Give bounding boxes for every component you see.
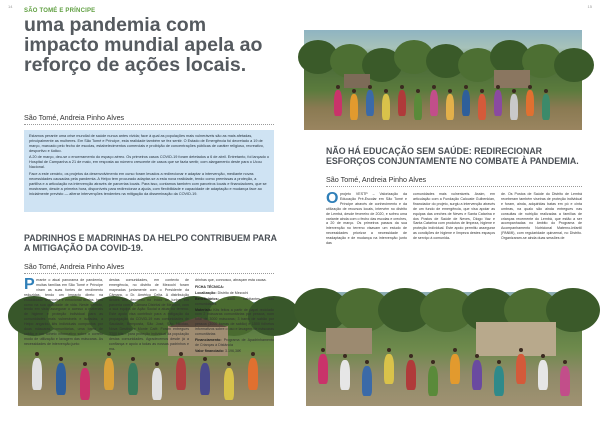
column-text: erante o atual panorama de pandemia, muitas famílias em São Tomé e Príncipe viram as suas fontes de rendimento reduzidas, tendo um impacto direto na estabilidade financeira e emocional destas, bem como na sua qualidade de vida. Neste sentido, tendo em vista assegurar o acesso a materiais de higiene e proteção individual para as comunidades mais vulneráveis e isoladas, a Helpo angariou kits individuais compostos por duas máscaras comunitárias, uma barra de sabão e um folheto informativo sobre o correto modo de utilização e lavagem das máscaras. As necessidades de intervenção junto: [24, 278, 103, 346]
person-head: [352, 89, 356, 93]
person-head: [59, 357, 63, 361]
article-title: uma pandemia com impacto mundial apela ao reforço de ações locais.: [24, 14, 263, 76]
ficha-item: Valor financiado: 3.196,38€: [195, 348, 241, 353]
divider: [24, 124, 274, 125]
person-head: [432, 85, 436, 89]
person-head: [107, 352, 111, 356]
person-head: [336, 85, 340, 89]
person-head: [416, 89, 420, 93]
person-head: [528, 85, 532, 89]
drop-cap: P: [24, 276, 35, 293]
person-head: [480, 89, 484, 93]
person-shape: [406, 360, 416, 390]
person-head: [519, 348, 523, 352]
house-shape: [326, 328, 372, 354]
lead-box: [24, 130, 274, 212]
person-head: [35, 352, 39, 356]
person-shape: [494, 90, 502, 116]
house-shape: [476, 322, 556, 356]
divider: [24, 273, 274, 274]
roof-shape: [168, 317, 228, 327]
person-shape: [472, 360, 482, 390]
article-byline: São Tomé, Andreia Pinho Alves: [24, 113, 125, 122]
person-head: [448, 89, 452, 93]
ficha-item: Financiamento: Programa de Apadrinhamento de Crianças à Distância: [195, 337, 275, 347]
person-shape: [382, 94, 390, 120]
person-shape: [542, 94, 550, 120]
village-photo: [304, 30, 582, 130]
person-head: [409, 354, 413, 358]
person-head: [541, 354, 545, 358]
right-article-title: NÃO HÁ EDUCAÇÃO SEM SAÚDE: REDIRECIONAR ESFORÇOS CONJUNTAMENTE NO COMBATE À PANDEMIA.: [326, 146, 579, 166]
person-head: [475, 354, 479, 358]
person-head: [365, 360, 369, 364]
person-head: [431, 360, 435, 364]
person-head: [227, 362, 231, 366]
person-shape: [462, 90, 470, 116]
column-text: drinhas que, connosco, abraçam esta causa.: [195, 278, 267, 282]
person-shape: [450, 354, 460, 384]
health-center-photo: [306, 292, 582, 406]
person-shape: [538, 360, 548, 390]
person-head: [453, 348, 457, 352]
person-shape: [224, 368, 234, 400]
person-shape: [478, 94, 486, 120]
right-article-columns: [326, 192, 582, 280]
person-head: [400, 85, 404, 89]
person-head: [464, 85, 468, 89]
person-shape: [32, 358, 42, 390]
person-head: [544, 89, 548, 93]
person-head: [321, 348, 325, 352]
person-shape: [430, 90, 438, 116]
person-shape: [334, 90, 342, 116]
person-shape: [560, 366, 570, 396]
person-shape: [516, 354, 526, 384]
person-head: [496, 85, 500, 89]
tree-shape: [554, 48, 594, 82]
person-head: [179, 352, 183, 356]
person-shape: [446, 94, 454, 120]
person-head: [563, 360, 567, 364]
person-shape: [384, 354, 394, 384]
person-head: [83, 362, 87, 366]
sub-article-title: PADRINHOS E MADRINHAS DA HELPO CONTRIBUEM PARA A MITIGAÇÃO DA COVID-19.: [24, 233, 277, 253]
text-column: de. Os Postos de Saúde do Distrito de Lembá receberam também viseiras de proteção individual e foram, ainda, adquiridas batas em pó e cinta umbras, na qualo são ainda entregues nas consultas de nutrição realizadas a famílias de crianças recemente do Lembá, que estão a ser acompanhadas no âmbito do Programa de Acompanhamento Nutricional Materno-Infantil (PANMI), com regularidade quinzenal, no Distrito. Organizaram-se ainda duas sessões de: [501, 192, 582, 241]
house-shape: [344, 74, 370, 88]
person-shape: [80, 368, 90, 400]
person-head: [497, 360, 501, 364]
house-shape: [168, 326, 228, 356]
person-head: [203, 357, 207, 361]
divider: [326, 186, 582, 187]
person-shape: [152, 368, 162, 400]
person-shape: [56, 363, 66, 395]
person-head: [131, 357, 135, 361]
person-head: [387, 348, 391, 352]
column-text: projeto VESTP – Valorização da Educação Pré-Escolar em São Tomé e Príncipe através de conhecimento e da utilização de recursos locais, intervém no distrito de Lembá, desde fevereiro de 2020, e sofreu uma variante ainda com o fecho das escolas e creches, a 20 de março. Os primeiros passos da sua intervenção no terreno visavam um estudo de necessidades priorizar a necessidade de readaptação e de mudança na intervenção junto das: [326, 192, 407, 246]
drop-cap: O: [326, 190, 339, 207]
person-shape: [248, 358, 258, 390]
person-shape: [340, 360, 350, 390]
text-column: [326, 192, 407, 280]
person-head: [251, 352, 255, 356]
person-shape: [350, 94, 358, 120]
lead-paragraph: A 20 de março, deu-se o encerramento do espaço aéreo. Os primeiros casos COVID-19 foram detetados a 6 de abril. Entretanto, foi lançado o Hospital de Campanha a 21 de maio, em resposta ao número crescente de casos que se fazia sentir, com alargamento deste para o Ucou Nacional.: [29, 155, 269, 170]
ficha-item: Localização: Distrito de Mezochi: [195, 290, 249, 295]
text-column: comunidades mais vulneráveis. Assim, em articulação com a Fundação Calouste Gulbenkian, financiador do projeto, surgiu a intervenção através de um fundo de emergência, que visa apoiar as equipas das creches de Neves e Santa Catarina e dos Postos de Saúde de Neves, Diogo Vaz e Santa Catarina com produtos de limpeza, higiene e proteção individual. Este apoio permitiu assegurar as condições de higiene e limpeza destes espaços de serviço à comunida-: [413, 192, 495, 241]
lead-paragraph: Estamos perante uma crise mundial de saúde nunca antes vivida; face à qual as populações mais vulneráveis são as mais afetadas, principalmente as mulheres. Em São Tomé e Príncipe, esta realidade também se fez sentir. O Estado de Emergência foi decretado a 19 de março, marcado pelo fecho de escolas, estabelecimentos comerciais e proibição de concentrações públicas de caráter religioso, recreativo, desportivo e lúdico.: [29, 134, 264, 154]
person-shape: [128, 363, 138, 395]
person-shape: [414, 94, 422, 120]
ficha-heading: FICHA TÉCNICA:: [195, 284, 225, 289]
person-shape: [200, 363, 210, 395]
person-head: [155, 362, 159, 366]
section-tag: SÃO TOMÉ E PRÍNCIPE: [24, 8, 96, 14]
person-shape: [398, 90, 406, 116]
person-shape: [104, 358, 114, 390]
lead-paragraph: Face a este cenário, os projetos da desenvolvimento em curso foram levados a redirecionar e adaptar a intervenção, mediante novas necessidades causadas pela pandemia. A Helpo tem procurado adaptar-se a esta nova realidade, tendo como premissas a proteção, a partilha e a articulação na intervenção através de parcerias locais. Para isso, contamos também com parceiros locais e financiadores, que se mostraram, desde a primeira hora, disponíveis para redirecionar a ajuda, com flexibilidade e capacidade de adaptação e mudança face ao inicialmente previsto — alterar intervenções tendentes na mitigação da disseminação da COVID-19.: [29, 171, 267, 196]
person-head: [368, 85, 372, 89]
person-head: [512, 89, 516, 93]
page-number: 15: [587, 4, 592, 9]
person-shape: [176, 358, 186, 390]
ficha-item: Materiais: Kits feitos a partir de papel reciclado com 2 máscaras comunitárias por pessoa, num total de 3000 máscaras; 3 barra de sabão por pessoa (3000 barras de sabão) e 1500 folhetos informativos sobre o uso e lavagem de máscaras comunitárias: [195, 307, 274, 337]
person-head: [384, 89, 388, 93]
person-shape: [494, 366, 504, 396]
person-shape: [366, 90, 374, 116]
text-column: destas comunidades, em contexto de emergência, no distrito de Mezochi foram mapeadas juntamente com o Presidente da Câmara, o Dr. Américo Celta. A distribuição destes kits decorreu no início de junho, em parceria com a Câmara Distrital de Mezochi, com a sua equipa de Ação Social a atuar no terreno. Este apoio visa contribuir para a mitigação da propagação da COVID-19 nas comunidades de Saudade, Bemposta, São José, São Nicolau, Nova Destino e Monte Café. Foram entregues 3300 kits – para proteção individual da população destas comunidades. Agradecemos desde já a confiança e apoio a todas as nossas padrinhos e ma-: [109, 278, 189, 351]
person-head: [343, 354, 347, 358]
person-shape: [526, 90, 534, 116]
person-shape: [510, 94, 518, 120]
community-photo: [18, 302, 274, 406]
page-number: 14: [8, 4, 13, 9]
person-shape: [428, 366, 438, 396]
ficha-item: Beneficiários: 3300 habitantes das comunidades: [195, 296, 274, 306]
right-article-byline: São Tomé, Andreia Pinho Alves: [326, 175, 427, 184]
person-shape: [318, 354, 328, 384]
person-shape: [362, 366, 372, 396]
sub-article-byline: São Tomé, Andreia Pinho Alves: [24, 262, 125, 271]
